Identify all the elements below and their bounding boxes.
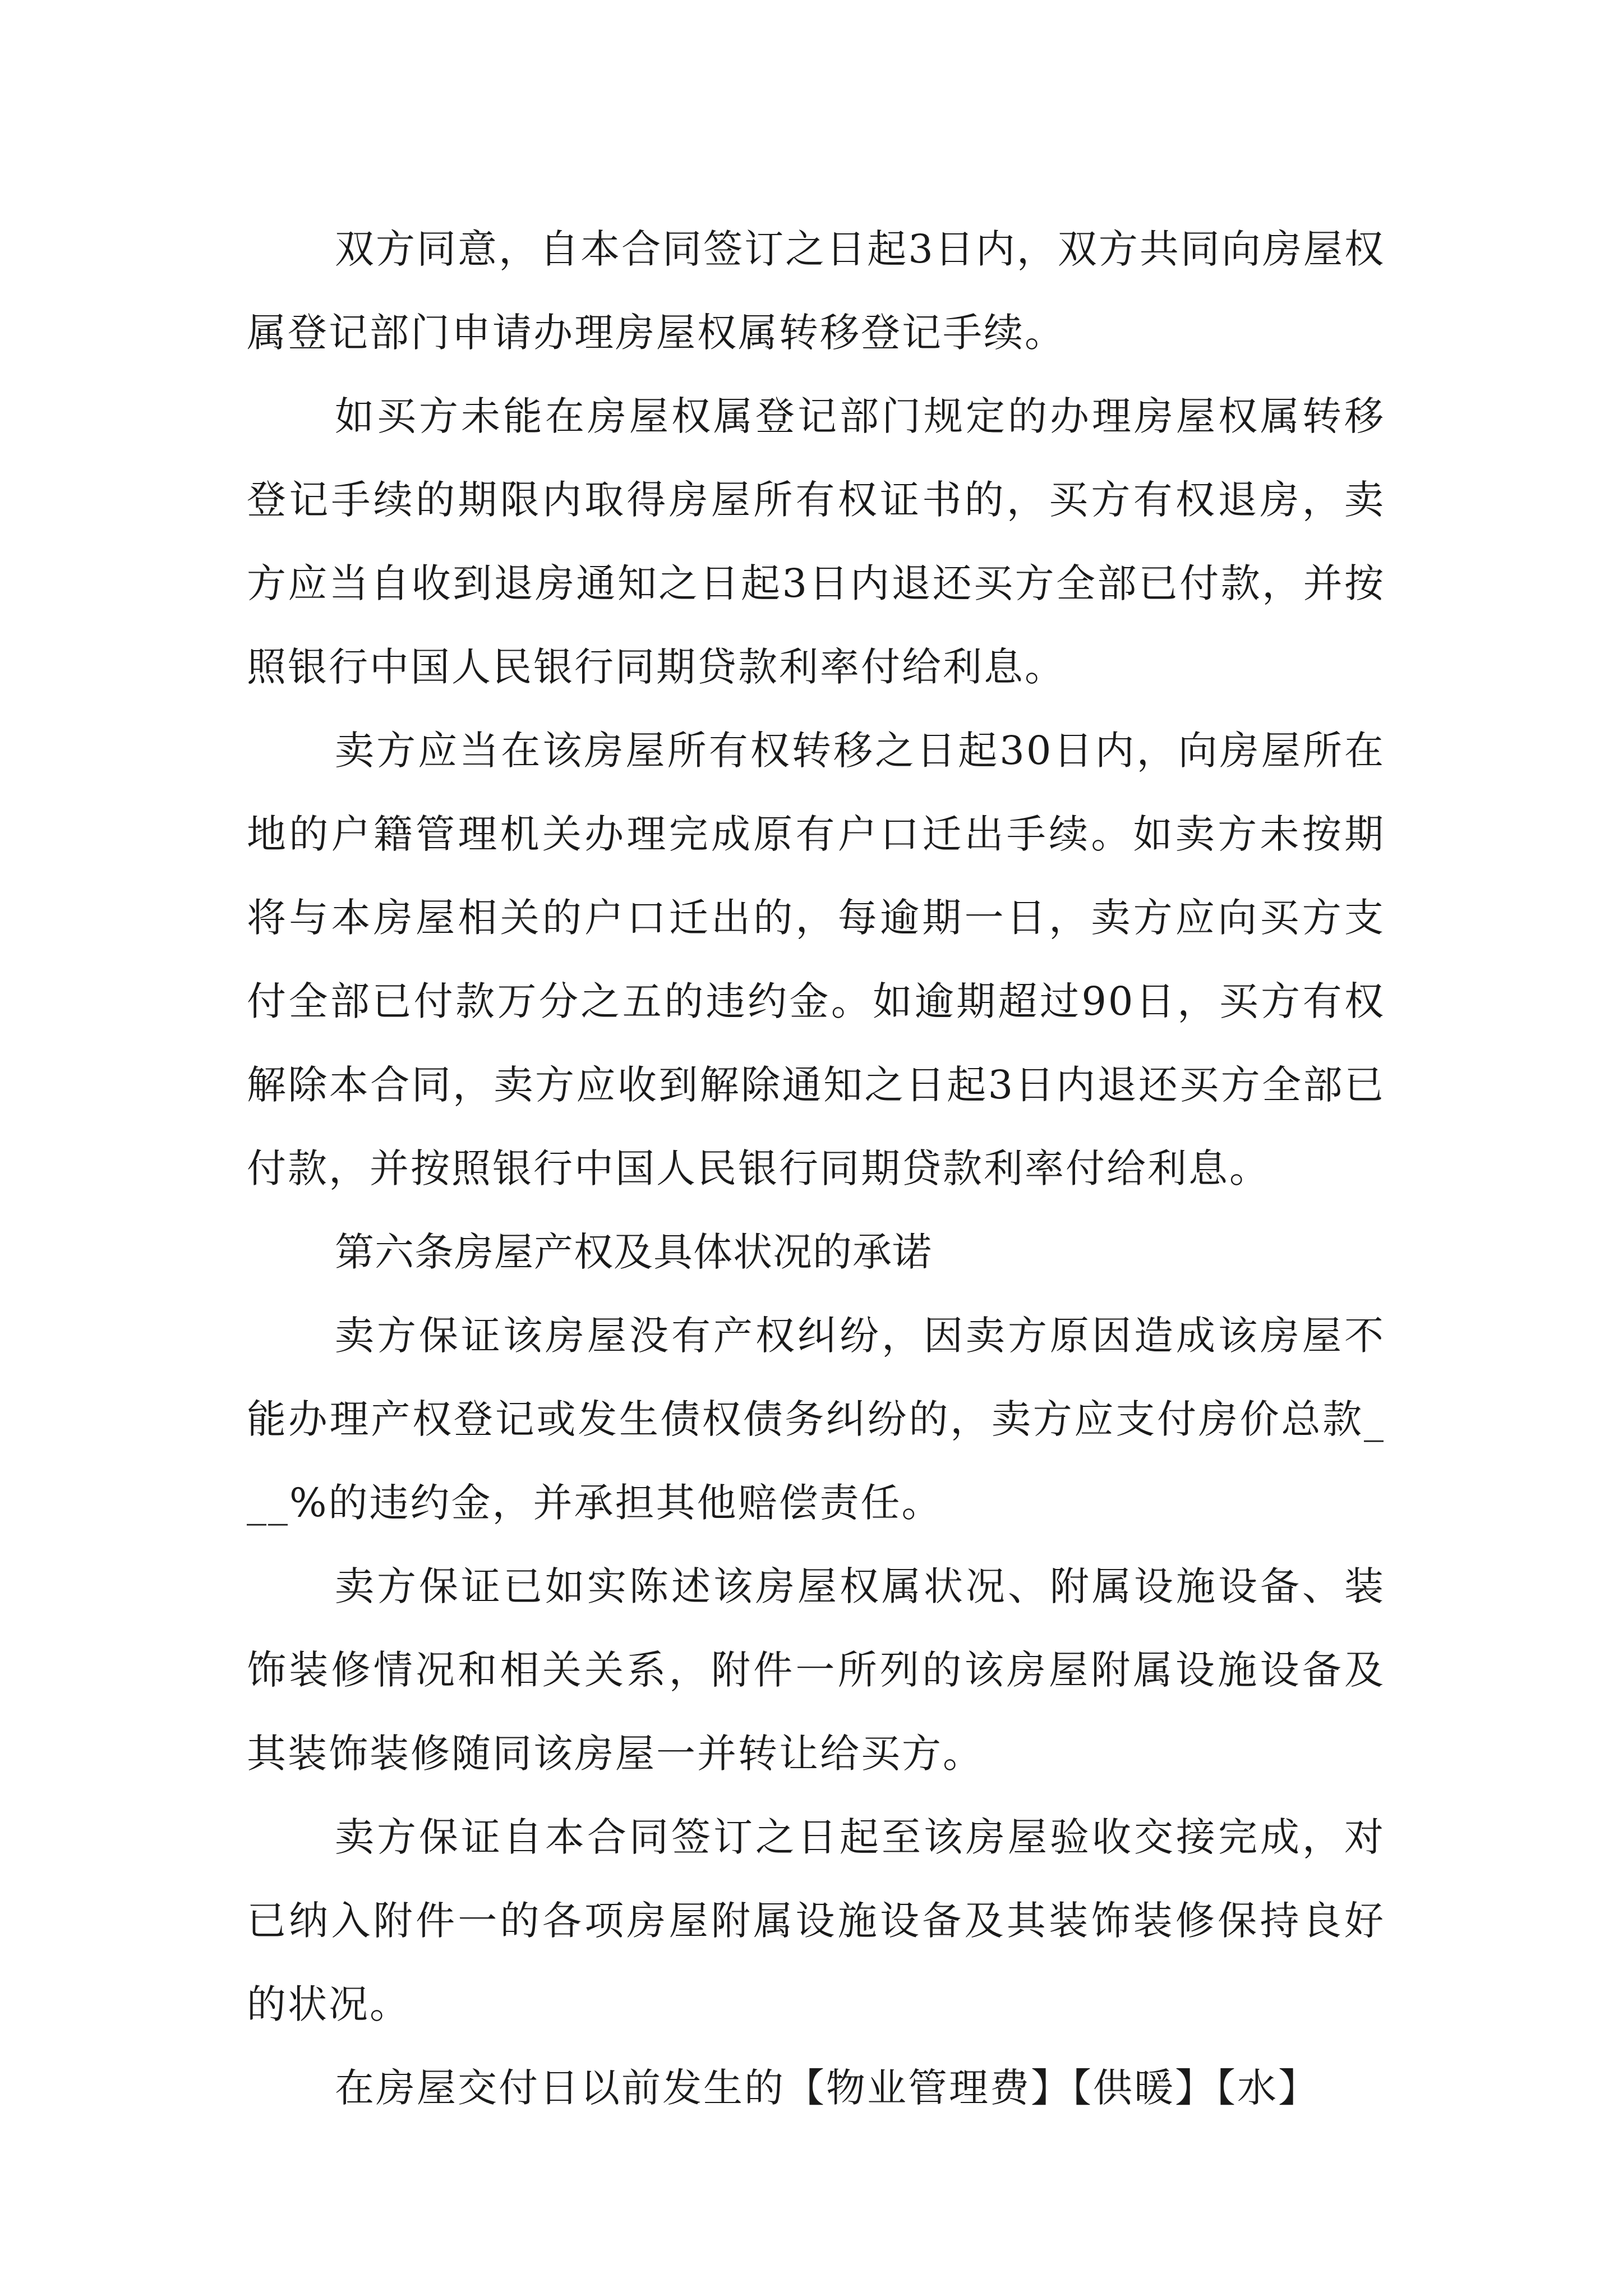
article-six-heading: 第六条房屋产权及具体状况的承诺 <box>335 1229 932 1275</box>
paragraph-maintain-condition: 卖方保证自本合同签订之日起至该房屋验收交接完成，对已纳入附件一的各项房屋附属设施设备及其装饰装修保持良好的状况。 <box>247 1814 1385 2027</box>
paragraph-registration-agreement: 双方同意，自本合同签订之日起3日内，双方共同向房屋权属登记部门申请办理房屋权属转移登记手续。 <box>247 226 1385 356</box>
paragraph-no-property-dispute: 卖方保证该房屋没有产权纠纷，因卖方原因造成该房屋不能办理产权登记或发生债权债务纠纷的，卖方应支付房价总款___%的违约金，并承担其他赔偿责任。 <box>247 1313 1385 1526</box>
paragraph-facilities-disclosure: 卖方保证已如实陈述该房屋权属状况、附属设施设备、装饰装修情况和相关关系，附件一所列的该房屋附属设施设备及其装饰装修随同该房屋一并转让给买方。 <box>247 1563 1385 1777</box>
paragraph-buyer-refund-right: 如买方未能在房屋权属登记部门规定的办理房屋权属转移登记手续的期限内取得房屋所有权证书的，买方有权退房，卖方应当自收到退房通知之日起3日内退还买方全部已付款，并按照银行中国人民银行同期贷款利率付给利息。 <box>247 393 1385 690</box>
paragraph-fees-before-delivery: 在房屋交付日以前发生的【物业管理费】【供暖】【水】 <box>335 2065 1319 2111</box>
paragraph-household-registration: 卖方应当在该房屋所有权转移之日起30日内，向房屋所在地的户籍管理机关办理完成原有户口迁出手续。如卖方未按期将与本房屋相关的户口迁出的，每逾期一日，卖方应向买方支付全部已付款万分之五的违约金。如逾期超过90日，买方有权解除本合同，卖方应收到解除通知之日起3日内退还买方全部已付款，并按照银行中国人民银行同期贷款利率付给利息。 <box>247 728 1385 1191</box>
document-body <box>247 208 1385 2130</box>
